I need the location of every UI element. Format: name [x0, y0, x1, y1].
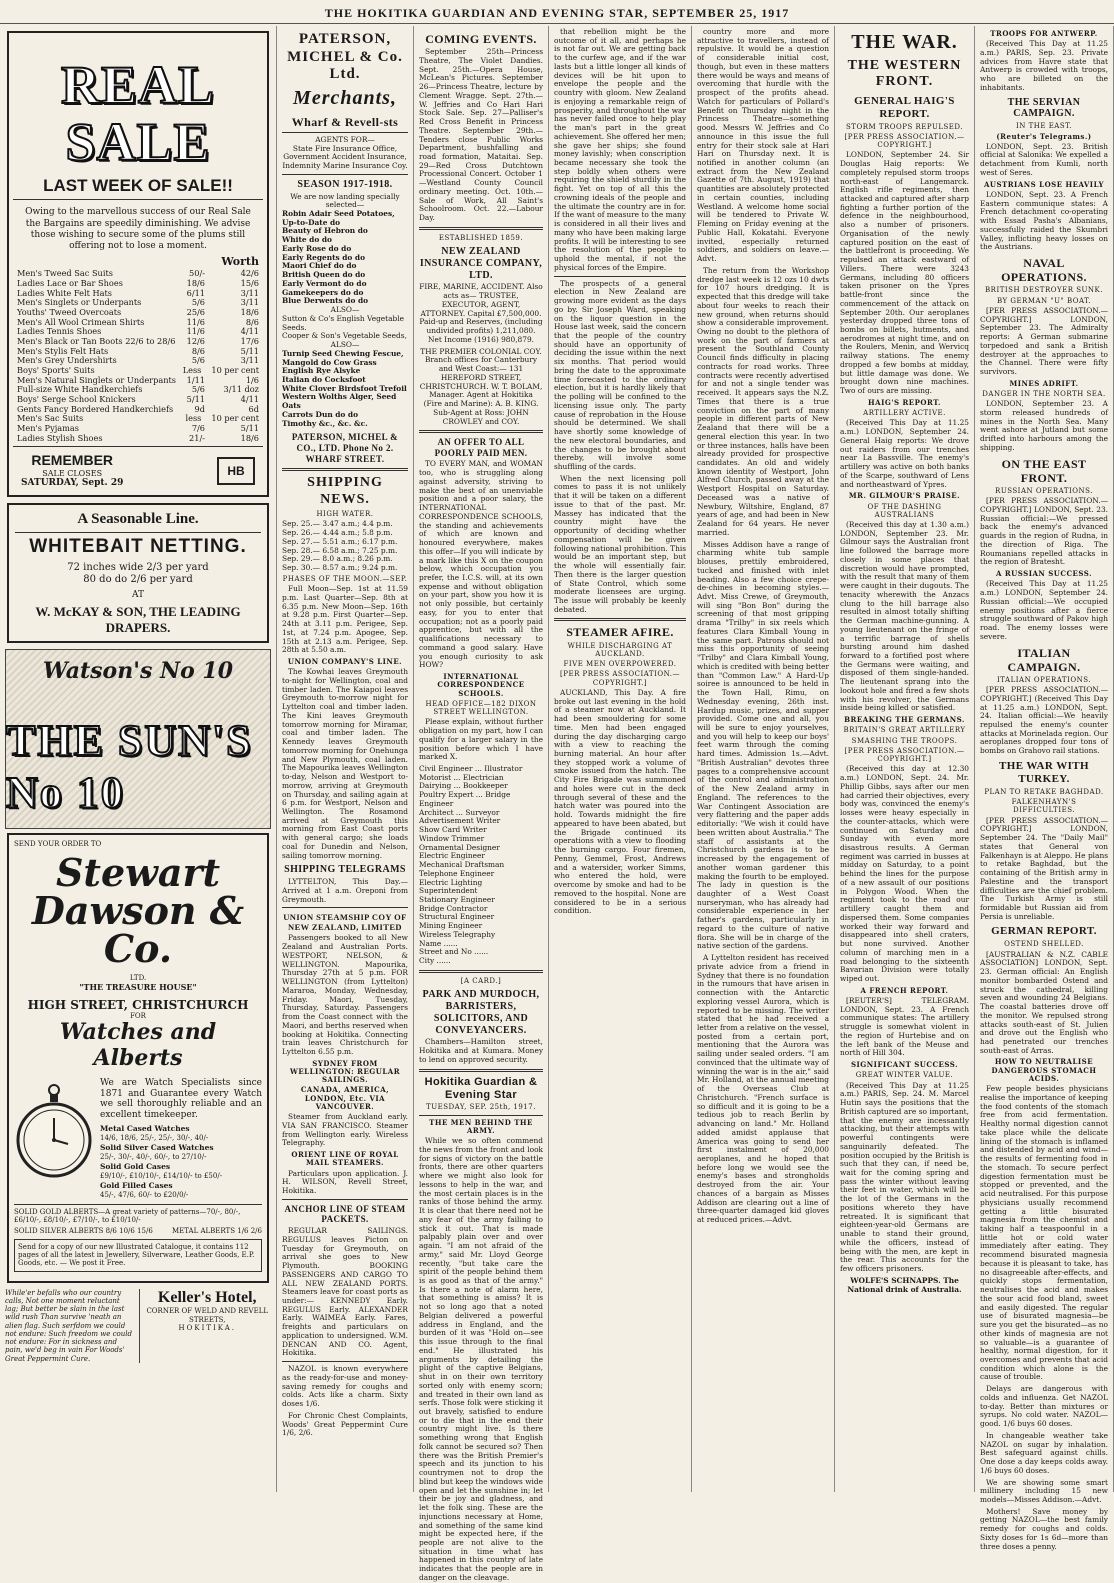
editorial-continued: that rebellion might be the outcome of it all, and perhaps he is not far out. We are getting back to the curfew age, and if the war lasts but a little longer all kinds of devices will be hit upon to envelope the people and the country with gloom. New Zealand is enjoying a remarkable reign of prosperity, and throughout the war has never failed once to help play the man's part in the great achievement. She offered her men; she gave her ships; she found money lavishly; when conscription became necessary she took the step boldly when others were requiring the shield sturdily in the fight. Yet on top of all this the crowning ideals of the people and the ultimate the country are in for. If the want of measure to the many is considered in all their lives and many who have been making large profits. It will be interesting to see the resolution of the people to uphold the mental, if not the physical forces of the Empire. — [554, 27, 686, 272]
occupation-item: Mechanical Draftsman — [419, 860, 505, 870]
sale-item-name: Youths' Tweed Overcoats — [17, 307, 122, 318]
anchor-line-text: REGULAR SAILINGS. REGULUS leaves Picton on Tuesday for Greymouth, on arrival she goes to New Plymouth. BOOKING PASSENGERS AND CARGO TO ALL NEW ZEALAND PORTS. Steamers leave for coast ports as under:— KENNEDY Early. REGULUS Early. ALEXANDER Early. WAIMEA Early. Fares, freights and particulars on application to undersigned. W.M. DENCAN AND CO. Agent, Hokitika. — [282, 1226, 408, 1358]
falkenhayn-sub: FALKENHAYN'S DIFFICULTIES. — [1011, 798, 1077, 815]
grass-seed-item: Italian do Cocksfoot — [282, 374, 366, 384]
mckay-ad — [7, 503, 269, 643]
paterson-merchants: Merchants, — [293, 87, 397, 110]
british-artillery-sub: BRITAIN'S GREAT ARTILLERY — [843, 726, 966, 735]
union-steamship-text: Passengers booked to all New Zealand and Australian Ports. WESTPORT, NELSON, & WELLINGTON. Mapourika, Thursday 27th at 5 p.m. FOR WELLINGTON (from Lyttelton) Mararoa, Monday, Wednesday, Friday. Maori, Tuesday, Thursday, Saturday. Passengers from the Coast connect with the Maori, and berths reserved when booking at Hokitika. Connecting train leaves Christchurch for Lyttelton 6.55 p.m. — [282, 933, 408, 1056]
catalogue-offer: Send for a copy of our new Illustrated Catalogue, it contains 112 pages of all the latest in Jewellery, Silverware, Leather Goods, E.P. Goods, etc. — We post it Free. — [14, 1239, 262, 1272]
destroyer-sub: BRITISH DESTROYER SUNK. — [985, 286, 1103, 295]
canada-route: CANADA, AMERICA, LONDON, Etc. VIA VANCOUVER. — [300, 1085, 390, 1111]
winter-value-sub: GREAT WINTER VALUE. — [855, 1071, 954, 1080]
french-report-text: [REUTER'S] TELEGRAM. LONDON, Sept. 23. A French communique states: The artillery struggle is somewhat violent in the region of Hurtebise and on the left bank of the Meuse and north of Hill 304. — [840, 996, 969, 1058]
anchor-line-title: ANCHOR LINE OF STEAM PACKETS. — [284, 1203, 406, 1225]
sale-item-now: 6d — [248, 403, 259, 414]
sale-item-was: 9d — [194, 403, 205, 414]
park-murdoch-text: Chambers—Hamilton street, Hokitika and at Kumara. Money to lend on approved security. — [419, 1037, 543, 1064]
sale-item-now: 18/6 — [240, 432, 259, 443]
season-label: SEASON 1917-1918. — [297, 178, 393, 190]
real-sale-logo: REAL SALE — [60, 55, 216, 172]
occupation-item: Structural Engineer — [419, 912, 495, 922]
danger-sub: DANGER IN THE NORTH SEA. — [982, 390, 1106, 399]
stewart-ltd: LTD. — [129, 974, 147, 983]
sale-item-name: Men's Sac Suits — [17, 413, 84, 424]
column-7 — [975, 26, 1114, 1551]
grass-seed-item: Mangold do Cow Grass — [282, 357, 377, 367]
steamer-sub: WHILE DISCHARGING AT AUCKLAND. — [567, 641, 673, 658]
stewart-logo: Stewart Dawson & Co. — [31, 850, 245, 972]
potato-item: Beauty of Hebron do — [282, 226, 368, 236]
moon-phases: Full Moon—Sep. 1st at 11.59 p.m. Last Quarter—Sep. 8th at 6.35 p.m. New Moon—Sep. 16th at 9.28 p.m. First Quarter—Sep. 24th at 3.11 p.m. Perigee, Sep. 1st, at 7.24 p.m. Apogee, Sep. 15th at 2.13 a.m. Perigee, Sep. 28th at 5.50 a.m. — [282, 584, 408, 655]
artillery-active-sub: ARTILLERY ACTIVE. — [863, 409, 946, 418]
occupation-item: City ...... — [419, 956, 451, 966]
keller-address: CORNER OF WELD AND REVELL STREETS, — [146, 1307, 269, 1324]
watch-price-label: Metal Cased Watches — [100, 1123, 190, 1133]
russian-success-text: (Received This Day at 11.25 a.m.) LONDON, September 24. Russian official:—We occupied enemy positions after a fierce struggle southward of Pakov high road. The enemy losses were severe. — [980, 579, 1108, 641]
stewart-blurb: We are Watch Specialists since 1871 and Guarantee every Watch we sell thoroughly reliable and an excellent timekeeper. — [100, 1078, 262, 1121]
gold-alberts: SOLID GOLD ALBERTS—A great variety of patterns—70/-, 80/-, £6/10/-, £8/10/-, £7/10/-, to £10/10/- — [14, 1208, 241, 1225]
established-label: ESTABLISHED 1859. — [438, 233, 524, 242]
card-label: [A CARD.] — [460, 976, 502, 985]
sale-item-was: 5/6 — [191, 355, 205, 366]
wolfe-schnapps-ad: WOLFE'S SCHNAPPS. The National drink of Australia. — [847, 1275, 962, 1294]
sale-item-now: 3/11 — [240, 355, 259, 366]
sale-item-now: 17/6 — [240, 336, 259, 347]
shipping-telegrams-title: SHIPPING TELEGRAMS — [284, 864, 406, 876]
occupation-list — [419, 765, 543, 966]
occupation-item: Wireless Telegraphy — [419, 929, 496, 939]
sale-item-now: 3/11 — [240, 297, 259, 308]
column-6 — [835, 26, 975, 1492]
sale-item-was: 5/6 — [191, 384, 205, 395]
watch-price-value: 14/6, 18/6, 25/-, 25/-, 30/-, 40/- — [100, 1133, 209, 1142]
sale-item-name: Men's Grey Undershirts — [17, 355, 117, 366]
occupation-item: Motorist ... Electrician — [419, 772, 504, 782]
orient-line: ORIENT LINE OF ROYAL MAIL STEAMERS. — [291, 1150, 399, 1168]
baghdad-sub: PLAN TO RETAKE BAGHDAD. — [984, 787, 1104, 796]
east-front-title: ON THE EAST FRONT. — [1001, 456, 1087, 485]
occupation-item: Window Trimmer — [419, 833, 485, 843]
sale-item-name: Men's Black or Tan Boots 22/6 to 28/6 — [17, 336, 176, 347]
naval-text: [PER PRESS ASSOCIATION.—COPYRIGHT.] LONDON, September 23. The Admiralty reports: A German submarine torpedoed and sank a British destroyer at the approaches to the Channel. There were fifty survivors. — [980, 305, 1108, 377]
masthead: THE HOKITIKA GUARDIAN AND EVENING STAR, SEPTEMBER 25, 1917 — [0, 0, 1114, 24]
silver-alberts: SOLID SILVER ALBERTS 8/6 10/6 15/6 — [14, 1226, 153, 1235]
tide-row: Sep. 26.— 4.44 a.m.; 5.8 p.m. — [282, 528, 393, 538]
winter-value-text: (Received This Day at 11.25 a.m.) PARIS, Sep. 24. M. Marcel Hutin says the positions that the British captured are so important, that the enemy are incessantly attacking, but their attempts with powerful contingents were sanguinarily defeated. The position occupied by the British is such that they can, if need be, wait for the coming spring and pass the winter without leaving their feet in water, which will be the lot of the Germans in the positions whereto they have retreated. It is significant that eighteen-year-old Germans are unable to stand their ground, while the officers, instead of being with the men, are kept in the rear. This accounts for the few officers prisoners. — [840, 1080, 969, 1274]
antwerp-text: (Received This Day at 11.25 a.m.) PARIS, Sep. 23. Private advices from Havre state that Antwerp is crowded with troops, who are billeted on the inhabitants. — [980, 39, 1108, 92]
column-5 — [692, 26, 835, 1492]
gilmour-title: MR. GILMOUR'S PRAISE. — [848, 491, 961, 501]
column-3 — [414, 26, 549, 1582]
also-label-2: ALSO— — [330, 340, 360, 350]
paterson-footer: PATERSON, MICHEL & CO., LTD. Phone No 2. WHARF STREET. — [291, 432, 399, 464]
sale-item-name: Men's Natural Singlets or Underpants — [17, 374, 176, 385]
sydney-sailings: SYDNEY FROM WELLINGTON: REGULAR SAILINGS. — [289, 1058, 401, 1085]
tide-row: Sep. 27.— 5.51 a.m.; 6.17 p.m. — [282, 536, 398, 546]
keller-town: HOKITIKA. — [178, 1323, 236, 1332]
mines-title: MINES ADRIFT. — [1009, 378, 1079, 388]
haig-report-text: LONDON, September 24. Sir Douglas Haig reports: We completely repulsed storm troops north-east of Langemarck. English rifle regiments, then attacked and captured after sharp fighting a further portion of the defence in the neighbourhood, also a number of prisoners. Organisation of the newly captured position on the east of the battlefront is proceeding. We repulsed an attack eastward of Villers. There were 3243 Germans, including 80 officers taken prisoner on the Ypres battle-front since the commencement of the attack on September 20th. Our aeroplanes yesterday dropped three tons of bombs on billets, hutments, and aerodromes at night time, and on the Roulers, Menin, and Wervicq railway stations. The enemy dropped a few bombs at midday, but little damage was done. We brought down nine machines. Two of ours are missing. — [840, 150, 969, 396]
sale-closes-date: SATURDAY, Sept. 29 — [21, 478, 124, 489]
sale-item-now: 10 per cent — [211, 365, 259, 376]
turkey-text: [PER PRESS ASSOCIATION.—COPYRIGHT.] LONDON, September 24. The "Daily Mail" states that General von Falkenhayn is at Aleppo. He plans to retake Baghdad, but the containing of the British army in Palestine and the transport difficulties are the chief problem. The Turkish Army is still formidable but Russian aid from Persia is unreliable. — [980, 815, 1108, 921]
press-association-2: [PER PRESS ASSOCIATION.—COPYRIGHT.] — [844, 746, 965, 764]
occupation-item: Poultry Expert ... Bridge Engineer — [419, 790, 511, 808]
offer-title: AN OFFER TO ALL POORLY PAID MEN. — [434, 437, 528, 458]
occupation-item: Mining Engineer — [419, 921, 483, 931]
grass-seed-item: Western Wolths Alger, Seed Oats — [282, 392, 397, 411]
high-water-label: HIGH WATER. — [316, 510, 374, 519]
artillery-text: (Received This Day at 11.25 a.m.) LONDON, September 24. General Haig reports: We drove out raiders from our trenches near La Bassville. The enemy's artillery was active on both banks of the Scarpe, southward of Lens and northeastward of Ypres. — [840, 418, 969, 489]
mckay-at: AT — [131, 589, 144, 600]
sale-intro: Owing to the marvellous success of our Real Sale the Bargains are speedily diminishing. We advise those wishing to secure some of the plums still offering not to lose a moment. — [25, 207, 251, 252]
artillery-2-text: (Received this day at 12.30 a.m.) LONDON, Sept. 24. Mr. Phillip Gibbs, says after our men had carried their objectives, every body was, convinced the enemy's losses were heavy especially in the counter-attacks, which were continued on Saturday and Sunday with even more disastrous results. A German regiment was carried in busses at midday on Saturday, to a point behind the lines for the purpose of a new assault of our positions in Polygon Wood. When the regiment took to the road our artillery caught them and dispersed them. Some companies worked their way forward and disappeared into shell craters, but none survived. Another column of marching men in a road belonging to the sixteenth Bavarian Division were totally wiped out. — [840, 764, 970, 984]
italian-campaign-title: ITALIAN CAMPAIGN. — [1007, 645, 1081, 674]
stewart-street: HIGH STREET, CHRISTCHURCH — [27, 997, 249, 1012]
sale-item-name: Ladies Stylish Shoes — [17, 432, 103, 443]
occupation-item: Name ...... — [419, 938, 458, 948]
sale-item-name: Men's All Wool Crimean Shirts — [17, 316, 145, 327]
watsons-tagline: THE SUN'S No 10 — [6, 716, 253, 817]
agencies-list: State Fire Insurance Office, Government Accident Insurance, Indemnity Marine Insurance Coy. — [282, 143, 408, 171]
serbian-text: LONDON, Sept. 23. British official at Salonika: We expelled a detachment from Kumli, north west of Seres. — [980, 141, 1108, 177]
occupation-item: Telephone Engineer — [419, 868, 495, 878]
stewart-dawson-ad — [7, 833, 269, 1283]
sale-item-now: 3/11 — [240, 287, 259, 298]
ics-coupon: Please explain, without further obligation on my part, how I can qualify for a larger salary in the position before which I have marked X. — [419, 717, 543, 762]
gilmour-text: (Received this day at 1.30 a.m.) LONDON, September 23. Mr. Gilmour says the Australian front line followed the barrage more closely in some places that discretion would have prompted, with the result that many of them were caught in their dugouts. The tenacity wherewith the Anzacs clung to the hill barrage also resulted in almost totally shifting the German machine-gunning. A young lieutenant on the fringe of a terrific barrage of shells bursting around him dashed forward to a fortified post where the Germans were waiting, and disposed of them single-handed. The lieutenant sprang into the lookout hole and fired a few shots with his revolver, the Germans inside being killed or satisfied. — [840, 520, 969, 713]
grass-seed-item: Timothy &c., &c. &c. — [282, 418, 368, 428]
general-news-4: A Lyttelton resident has received private advice from a friend in Sydney that there is no foundation in the rumours that have arisen in connection with the Antarctic exploring vessel Aurora, which is reported to be missing. The writer stated that he had received a letter from a relative on the vessel, posted from a certain port, mentioning that the Aurora was sailing under sealed orders. "I am convinced that the ultimate way of winning the war is in the air," said Mr. Holland, at the annual meeting of the Overseas Club at Christchurch. "French surface is so difficult and it is going to be a tedious job to reach Berlin by advancing on land." Mr. Holland added amidst applause that America was going to send her first instalment of 20,000 aeroplanes, and he hoped that before long we would see the enemy's bases and strongholds destroyed from the air. Your chances of a bargain as Misses Addison are clearing out a line of three-quarter damaged kid gloves at reduced prices.—Advt. — [697, 953, 829, 1225]
potato-item: Maori Chief do do — [282, 261, 357, 271]
shipping-telegrams-text: LYTTELTON, This Day.—Arrived at 1 a.m. Oreponi from Greymouth. — [282, 877, 408, 904]
sale-item-name: Ladies Tennis Shoes — [17, 326, 102, 337]
steamer-pa: [PER PRESS ASSOCIATION.—COPYRIGHT.] — [560, 670, 680, 687]
naval-operations-title: NAVAL OPERATIONS. — [1001, 256, 1087, 285]
serbian-campaign-title: THE SERVIAN CAMPAIGN. — [1007, 96, 1081, 120]
sale-item-was: 11/6 — [186, 316, 205, 327]
send-order-label: SEND YOUR ORDER TO — [14, 840, 102, 848]
russian-ops-sub: RUSSIAN OPERATIONS. — [995, 486, 1093, 495]
sale-item-was: 8/6 — [191, 345, 205, 356]
cooper-seeds: Cooper & Son's Vegetable Seeds, — [282, 331, 407, 341]
nazol-ad-1: Delays are dangerous with colds and influenza. Get NAZOL to-day. Better than mixtures or syrups. No cold water. NAZOL—good. 1/6 buys 60 doses. — [980, 1384, 1108, 1429]
treasure-house: "THE TREASURE HOUSE" — [79, 981, 197, 992]
war-turkey-title: THE WAR WITH TURKEY. — [999, 759, 1089, 785]
steamer-sub-2: FIVE MEN OVERPOWERED. — [563, 660, 677, 669]
ics-office: HEAD OFFICE—182 DIXON STREET WELLINGTON. — [425, 699, 537, 717]
stewart-for: FOR — [130, 1012, 146, 1021]
sale-item-name: Men's Tweed Sac Suits — [17, 268, 113, 279]
steamer-text: AUCKLAND, This Day. A fire broke out last evening in the hold of a steamer now at Auckland. It had been smouldering for some time. Men had been engaged during the day discharging cargo with a view to reaching the burning material. An hour after they stopped work a volume of smoke issued from the hatch. The City Fire Brigade was summoned and holes were cut in the deck through several of these and the hatch water was poured into the hold. Towards midnight the fire appeared to have been abated, but the Brigade continued its operations with a view to flooding the burning cargo. Four firemen, Penny, Gemmel, Frost, Andrews and a watersider, worker Simms, who entered the hold, were overcome by smoke and had to be removed to the hospital. None are considered to be in a serious condition. — [554, 687, 686, 916]
metal-alberts: METAL ALBERTS 1/6 2/6 — [171, 1226, 262, 1235]
keller-hotel-name: Keller's Hotel, — [157, 1288, 257, 1306]
hb-logo-icon: HB — [217, 457, 255, 485]
licensing-editorial-2: When the next licensing poll comes to pass it is not unlikely that it will be taken on a different issue to that of the past. Mr. Massey has indicated that the country might have the opportunity of deciding whether compensation will be given following national prohibition. This would be an important step, but the whole will essentially fair. Then there is the larger question of State Control, which some moderate licensees are urging. The issue will probably be keenly debated. — [554, 473, 686, 614]
watch-price-label: Solid Silver Cased Watches — [100, 1142, 214, 1152]
sale-item-now: 5/11 — [240, 345, 259, 356]
watsons-brand: Watson's No 10 — [42, 658, 234, 685]
western-front-title: THE WESTERN FRONT. — [847, 57, 962, 90]
mckay-firm: W. McKAY & SON, THE LEADING DRAPERS. — [35, 604, 241, 635]
mines-text: LONDON, September 23. A storm released hundreds of mines in the North Sea. Many went ashore at Jutland but some drifted into harbours among the shipping. — [980, 399, 1108, 452]
column-2 — [277, 26, 414, 1492]
shipping-news-title: SHIPPING NEWS. — [307, 475, 383, 507]
antwerp-title: TROOPS FOR ANTWERP. — [990, 29, 1098, 38]
german-report-title: GERMAN REPORT. — [991, 925, 1097, 938]
sale-item-name: Full-size White Handkerchiefs — [17, 384, 143, 395]
worth-label: Worth — [221, 255, 259, 269]
last-week-headline: LAST WEEK OF SALE!! — [43, 176, 233, 196]
paterson-name: PATERSON, MICHEL & Co. Ltd. — [287, 31, 403, 83]
sale-item-was: 5/6 — [191, 297, 205, 308]
canada-text: Steamer from Auckland early. VIA SAN FRANCISCO. Steamer from Wellington early. Wireless Telegraphy. — [282, 1112, 408, 1148]
haig-report-title: GENERAL HAIG'S REPORT. — [854, 94, 955, 120]
sale-item-was: less — [185, 413, 202, 424]
neutralise-text: Few people besides physicians realise the importance of keeping the food contents of the stomach free from acid fermentation. Healthy normal digestion cannot take place while the delicate lining of the stomach is inflamed and distended by acid and wind—the results of fermenting food in the stomach. To secure perfect digestion fermentation must be stopped or prevented, and the acid neutralised. For this purpose physicians usually recommend getting a little bisurated magnesia from the chemist and taking half a teaspoonful in a little hot or cold water immediately after eating. They recommend bisurated magnesia because it is pleasant to take, has no disagreeable after-effects, and quickly stops fermentation, neutralises the acid and makes the sour acid food bland, sweet and easily digested. The regular use of bisurated magnesia—be sure you get the bisurated—as no other kinds of magnesia are not so valuable—is a guarantee of healthy, normal digestion, for it overcomes and prevents that acid condition which alone is the cause of trouble. — [980, 1084, 1108, 1382]
mckay-title: A Seasonable Line. — [77, 511, 199, 528]
remember-label: REMEMBER — [31, 452, 114, 469]
sale-item-name: Ladies White Felt Hats — [17, 287, 112, 298]
sale-item-name: Men's Stylis Felt Hats — [17, 345, 109, 356]
sale-item-was: 18/6 — [186, 278, 205, 289]
mothers-nazol-ad: Mothers! Save money by getting NAZOL—the best family remedy for coughs and colds. Sixty doses for 1s 6d—more than three doses a penny. — [980, 1506, 1108, 1551]
sale-item-name: Men's Pyjamas — [17, 423, 79, 434]
sale-item-was: Less — [182, 365, 202, 376]
guardian-title: Hokitika Guardian & Evening Star — [424, 1075, 538, 1101]
occupation-item: Ornamental Designer — [419, 842, 500, 852]
guardian-date: TUESDAY, SEP. 25th, 1917. — [426, 1103, 536, 1112]
sale-item-now: 1/6 — [245, 374, 259, 385]
agents-label: AGENTS FOR— — [315, 134, 375, 144]
occupation-item: Civil Engineer ... Illustrator — [419, 764, 523, 773]
mckay-line1: 72 inches wide 2/3 per yard — [67, 562, 209, 574]
grass-seed-item: Turnip Seed Chewing Fescue, — [282, 348, 404, 358]
russian-text: [PER PRESS ASSOCIATION.—COPYRIGHT.] LONDON, Sept. 23. Russian official:—We pressed back the enemy's advanced guards in the region of Rudna, in the direction of Riga. The Roumanians repelled attacks in the region of Bratesht. — [980, 496, 1108, 567]
steamer-afire-title: STEAMER AFIRE. — [566, 625, 674, 640]
pocket-watch-icon — [14, 1082, 94, 1182]
sale-item-name: Boys' Sports' Suits — [17, 365, 95, 376]
sale-item-was: 7/6 — [191, 423, 205, 434]
sale-item-now: 3/11 doz — [223, 384, 259, 395]
reuter-label: (Reuter's Telegrams.) — [996, 131, 1092, 141]
sale-item-now: 8/6 — [245, 316, 259, 327]
peppermint-poem: While'er befalls who our country calls, Not one moment reluctant lag; But better be slain in the last wild rush Than survive 'neath an alien flag. Such serfdom we could not endure: Such freedom we could not endure: For in sickness and pain, we'd beg in vain For Woods' Great Peppermint Cure. — [5, 1288, 132, 1363]
tide-row: Sep. 25.— 3.47 a.m.; 4.4 p.m. — [282, 519, 393, 529]
occupation-item: Architect ... Surveyor — [419, 807, 500, 817]
seeds-intro: We are now landing specially selected— — [290, 191, 400, 210]
grass-seed-item: English Rye Alsyke — [282, 366, 361, 376]
occupation-item: Street and No ...... — [419, 947, 489, 957]
potato-item: Blue Derwents do do — [282, 296, 369, 306]
sale-item-was: 50/- — [189, 268, 205, 279]
potato-item: White do do — [282, 235, 332, 245]
in-east-sub: IN THE EAST. — [1015, 122, 1073, 131]
sale-item-row — [13, 434, 263, 444]
union-steamship-title: UNION STEAMSHIP COY OF NEW ZEALAND, LIMITED — [283, 912, 407, 933]
occupation-item: Electric Engineer — [419, 851, 485, 861]
mckay-product: WHITEBAIT NETTING. — [29, 535, 247, 557]
tides-list — [282, 520, 408, 572]
sale-item-now: 4/11 — [240, 394, 259, 405]
peppermint-ad: For Chronic Chest Complaints, Woods' Great Peppermint Cure 1/6, 2/6. — [282, 1410, 408, 1438]
potato-item: Early Regents do do — [282, 252, 365, 262]
sutton-seeds: Sutton & Co's English Vegetable Seeds. — [282, 313, 405, 332]
russian-success-title: A RUSSIAN SUCCESS. — [995, 569, 1093, 579]
watch-price-label: Solid Gold Cases — [100, 1161, 171, 1171]
general-news-2: The return from the Workshop dredge last week is 12 ozs 10 dwts for 107 hours dredging. It is expected that this dredge will take about four weeks to reach their new ground, when returns should show a considerable improvement. Owing no doubt to the plethora of work on the part of farmers at present the Southland County Council finds difficulty in placing contracts for road works. Three contracts were recently advertised for and not a single tender was received. It appears says the N.Z. Times that there is a true conviction on the part of many people in different parts of New Zealand that there will be a general election this year. In two or three instances, halls have been already provided for prospective candidates. An old and widely known identity of Westport, John Alfred Church, passed away at the Westport Hospital on Saturday. Deceased was a native of Newbury, Wiltshire, England, 87 years of age, and had been in New Zealand for 64 years. He never married. — [697, 265, 829, 537]
paterson-wharf: Wharf & Revell-sts — [291, 114, 399, 129]
occupation-item: Dairying ... Bookkeeper — [419, 781, 508, 791]
italian-text: [PER PRESS ASSOCIATION.—COPYRIGHT.] (Received This Day at 11.25 a.m.) LONDON, Sept. 24. Italian official:—We heavily repulsed the enemy's counter attacks at Morinelada region. Our aeroplanes dropped four tons of bombs on Grahovo rail stations. — [980, 685, 1108, 756]
sale-item-now: 5/11 — [240, 423, 259, 434]
watch-price-value: 45/-, 47/6, 60/- to £20/0/- — [100, 1190, 189, 1199]
neutralise-title: HOW TO NEUTRALISE DANGEROUS STOMACH ACIDS. — [991, 1057, 1097, 1083]
press-association-1: [PER PRESS ASSOCIATION.—COPYRIGHT.] — [844, 132, 965, 150]
sale-item-was: 5/11 — [186, 394, 205, 405]
potato-item: British Queen do do — [282, 270, 366, 280]
significant-success-title: SIGNIFICANT SUCCESS. — [850, 1060, 959, 1070]
sale-item-name: Men's Singlets or Underpants — [17, 297, 142, 308]
editorial-text: While we so often commend the news from the front and look for signs of victory on the battle fronts, there are other quarters where we might also look for lessons to help in the war, and the most certain places is in the ranks of those behind the army. It is clear that there need not be any fear of the army failing to stick it out. That is made palpably plain over and over again. "I am not afraid of the army," said Mr. Lloyd George recently, "but take care the spirit of the people behind them is as good as that of the army." Is there a note of alarm here, that something is amiss? It is not so long ago that a noted Belgian delivered a powerful address in England, and the burden of it was "Hold on—see this issue through to the final end." He illustrated his arguments by detailing the plight of the captive Belgians, shut in on their own territory sorted only with enemy scorn; and treated in their own land as serfs. Those folk were sticking it out bravely, satisfied to endure or to die that in the end their country might live. Is there something wrong that English folk cannot be secured so? Then there was the British Premier's speech and its junction to his countrymen not to drop the blind but keep the windows wide open and let the sunshine in; let their be joy and gladness, and let the folk sing. These are the injunctions necessary at Home, and something of the same kind might be expected here, if the people are not alive to the situation in time what has happened in this country of late indicates that the people are in danger on the cleavage. — [419, 1136, 543, 1582]
italian-ops-sub: ITALIAN OPERATIONS. — [997, 675, 1091, 684]
tide-row: Sep. 29.— 8.0 a.m.; 8.26 p.m. — [282, 554, 393, 564]
sale-item-was: 21/- — [189, 432, 205, 443]
millinery-ad: We are showing some smart millinery including 15 new models—Misses Addison.—Advt. — [980, 1477, 1108, 1504]
occupation-item: Electric Lighting Superintendent — [419, 877, 483, 896]
austrians-text: LONDON, Sept. 23. A French Eastern communique states: A French detachment co-operating with Essad Pasha's Albanians, successfully raided the Skumbri Valley, inflicting heavy losses on the Austrians. — [980, 189, 1108, 252]
general-news-3: Misses Addison have a range of charming white tub sample blouses, prettily embroidered, tucked and finished with inlet beading. Also a few choice crepe-de-chines in becoming styles.—Advt. Miss Crewe, of Greymouth, will sing "Bon Bon" during the screening of that most gripping drama "Trilby" in six reels which features Clara Kimball Young in the same part. Patrons should not miss this opportunity of seeing "Trilby" and Clara Kimball Young, which is credited with being better than "Common Law." A Hard-Up soiree is announced to be held in the Town Hall, Rimu, on Wednesday evening, 26th inst. Hardup music, prizes, and supper provided. Come one and all, you will be sure to enjoy yourselves, and you will help to keep our boys' feet warm through the coming hard times. Admission 1s.—Advt. "British Australian" devotes three pages to a comprehensive account of the control and administration of the New Zealand army in England. The references to the War Contingent Association are very flattering and the paper adds editorially: "We wish it could have been written about Australia." The staff of assistants at the Christchurch gardens is to be increased by the engagement of another woman gardener this making the fourth to be employed. The lady in question is the daughter of a West Coast nurseryman, who has already had considerable experience in her father's gardens, particularly in regard to the culture of native flora. She will be in charge of the native section of the gardens. — [697, 539, 829, 951]
sale-item-now: 10 per cent — [211, 413, 259, 424]
occupation-item: Stationary Engineer — [419, 895, 495, 905]
stewart-price-list — [100, 1125, 262, 1199]
french-report-title: A FRENCH REPORT. — [860, 985, 949, 995]
smashing-sub: SMASHING THE TROOPS. — [851, 736, 958, 745]
sale-item-was: 25/6 — [186, 307, 205, 318]
potato-list — [282, 210, 408, 306]
sale-item-now: 42/6 — [240, 268, 259, 279]
union-line-title: UNION COMPANY'S LINE. — [287, 657, 403, 667]
moon-title: PHASES OF THE MOON.—SEP. — [282, 574, 408, 583]
grass-seed-list — [282, 350, 408, 429]
editorial-title: THE MEN BEHIND THE ARMY. — [429, 1117, 533, 1135]
occupation-item: Advertisement Writer — [419, 816, 501, 826]
colonial-coy-text: THE PREMIER COLONIAL COY. Branch offices for Canterbury and West Coast:— 131 HEREFORD STREET, CHRISTCHURCH. W. T. BOLAM, Manager. Agent at Hokitika (Fire and Marine): A. B. KING. Sub-Agent at Ross: JOHN CROWLEY and COY. — [419, 346, 543, 426]
nz-insurance-title: NEW ZEALAND INSURANCE COMPANY, LTD. — [419, 246, 543, 281]
sale-item-was: 1/11 — [186, 374, 205, 385]
mckay-line2: 80 do do 2/6 per yard — [83, 573, 193, 585]
watch-price-label: Gold Filled Cases — [100, 1180, 173, 1190]
potato-item: Robin Adair Seed Potatoes, Up-to-Date do — [282, 209, 395, 227]
potato-item: Early Rose do do — [282, 243, 352, 253]
sale-item-name: Boys' Serge School Knickers — [17, 394, 136, 405]
real-sale-ad — [7, 31, 269, 497]
park-murdoch-title: PARK AND MURDOCH, BARRISTERS, SOLICITORS, AND CONVEYANCERS. — [422, 989, 540, 1036]
offer-text: TO EVERY MAN, and WOMAN too, who is struggling along against adversity, striving to make the best of an unenviable position and a poor salary, the INTERNATIONAL CORRESPONDENCE SCHOOLS, the standing and achievements of which are known and honoured everywhere, makes this offer—If you will indicate by a mark like this X on the coupon below, which occupation you prefer, the I.C.S. will, at its own expense and without obligation on your part, show you how it is not only possible, but certainly easy, for you to enter that occupation; not as a poorly paid apprentice, but with all the qualifications necessary to command a good salary. Have you enough curiosity to ask HOW? — [419, 459, 543, 670]
sale-closes: SALE CLOSES — [42, 469, 103, 478]
ostend-text: [AUSTRALIAN & N.Z. CABLE ASSOCIATION] LONDON, Sept. 23. German official: An English monitor bombarded Ostend and struck the cathedral, killing seven and wounding 24 Belgians. The coastal batteries drove off the monitor. We repulsed strong attacks south-east of St. Julien and drove out the English who had penetrated our trenches south-east of Arras. — [980, 949, 1108, 1055]
grass-seed-item: Carrots Dun do do — [282, 409, 359, 419]
sale-item-was: 11/6 — [186, 326, 205, 337]
column-4 — [549, 26, 692, 1492]
grass-seed-item: White Clover Birdsfoot Trefoil — [282, 383, 407, 393]
dashing-sub: OF THE DASHING AUSTRALIANS — [867, 502, 942, 519]
general-news-1: country more and more attractive to travellers, instead of repulsive. It would be a question of considerable initial cost, though, but even in these matters there would be ways and means of overcoming that hurdle with the prospect of the profits ahead. Watch for particulars of Pollard's Benefit on Thursday night in the Princess Theatre—something good. Messrs W. Jeffries and Co announce in this issue the full entry for their stock sale at Hari Hari on Thursday next. It is notified in another column (an extract from the New Zealand Gazette of 7th. August, 1919) that quantities are absolutely protected in certain counties, including Westland. A welcome home social will be tendered to Private W. Fleming on Friday evening at the Public Hall, Kokatahi. Everyone invited, especially returned soldiers, and soldiers on leave.—Advt. — [697, 27, 829, 264]
potato-item: Gamekeepers do do — [282, 287, 364, 297]
haig-report-2-title: HAIG'S REPORT. — [868, 397, 941, 407]
occupation-item: Show Card Writer — [419, 825, 487, 835]
breaking-germans-title: BREAKING THE GERMANS. — [844, 715, 965, 725]
ostend-sub: OSTEND SHELLED. — [1004, 940, 1084, 949]
licensing-editorial: The prospects of a general election in New Zealand are growing more evident as the days go by. Sir Joseph Ward, speaking on the liquor question in the House last week, said the concern that the people of the country should have an opportunity of deciding the issue within the next six months. That period would bring the date to the approximate time forecasted to the ordinary election, but it is hardly likely that the polling will be confined to the licensing issue only. The party cause of reprobation in the House should be determined. We shall have shortly some knowledge of the new electoral boundaries, and the changes to be brought about thereby, will involve some shuffling of the cards. — [554, 278, 686, 471]
orient-text: Particulars upon application. J. H. WILSON, Revell Street, Hokitika. — [282, 1168, 408, 1196]
nz-insurance-text: FIRE, MARINE, ACCIDENT. Also acts as— TRUSTEE, EXECUTOR, AGENT, ATTORNEY. Capital £7,500,000. Paid-up and Reserves, (including undivided profits) 1,211,080. Net Income (1916) 980,879. — [419, 282, 543, 344]
sale-item-name: Gents Fancy Bordered Handkerchiefs — [17, 403, 174, 414]
also-label-1: ALSO— — [330, 305, 360, 315]
occupation-item: Bridge Contractor — [419, 903, 488, 913]
sale-items-list — [13, 269, 263, 443]
watch-price-value: £9/10/-, £10/10/-, £14/10/- to £50/- — [100, 1171, 223, 1180]
union-line-text: The Kowhai leaves Greymouth to-night for Wellington, coal and timber laden. The Kaiapoi leaves Greymouth to-morrow night for Lyttelton coal and timber laden. The Kini leaves Greymouth tomorrow morning for Miramar, coal and timber laden. The Kennedy leaves Greymouth tomorrow morning for Onehunga and New Plymouth, coal laden. The Mapourika leaves Wellington to-day, Nelson and Westport to-morrow, arriving at Greymouth on Thursday, and sailing again at 6 p.m. for Westport, Nelson and Wellington. The Rosamond arrived at Greymouth this morning from East Coast ports with general cargo; she loads coal for Dunedin and Nelson, sailing tomorrow morning. — [282, 667, 408, 860]
stewart-product: Watches and Alberts — [59, 1019, 217, 1072]
watsons-ad — [5, 649, 271, 829]
storm-troops-sub: STORM TROOPS REPULSED. — [845, 122, 964, 131]
sale-item-now: 15/6 — [240, 278, 259, 289]
sale-item-was: 6/11 — [186, 287, 205, 298]
nazol-ad: NAZOL is known everywhere as the ready-for-use and money-saving remedy for coughs and colds. Acts like a charm. Sixty doses 1/6. — [282, 1364, 408, 1409]
u-boat-sub: BY GERMAN "U" BOAT. — [996, 296, 1092, 305]
tide-row: Sep. 30.— 8.57 a.m.; 9.24 p.m. — [282, 563, 398, 573]
coming-events-title: COMING EVENTS. — [425, 32, 537, 46]
sale-item-was: 12/6 — [186, 336, 205, 347]
nazol-ad-2: In changeable weather take NAZOL on sugar by inhalation. Best safeguard against chills. One dose a day keeps colds away. 1/6 buys 60 doses. — [980, 1430, 1108, 1475]
ics-title: INTERNATIONAL CORRESPONDENCE SCHOOLS. — [437, 672, 525, 698]
sale-item-name: Ladies Lace or Bar Shoes — [17, 278, 123, 289]
coming-events-list: September 25th—Princess Theatre, The Violet Dandies. Sept. 25th.—Opera House, McLean's Pictures. September 26—Princess Theatre, lecture by Clement Wragge. Sept. 27th.—W. Jeffries and Co Hari Hari Stock Sale. Sep. 27—Palliser's Red Cross Benefit in Princess Theatre. September 29th.—Tenders close Public Works Department, bushfalling and road formation, Mataitai. Sep. 29—Red Cross Dutchtown Processional Concert. October 1—Westland County Council ordinary meeting. Oct. 10th.—Sale of Work, All Saint's Schoolroom. Oct. 22.—Labour Day. — [419, 47, 543, 223]
austrians-title: AUSTRIANS LOSE HEAVILY — [983, 179, 1105, 189]
war-title: THE WAR. — [851, 31, 958, 53]
sale-item-now: 4/11 — [240, 326, 259, 337]
potato-item: Early Vermont do do — [282, 278, 367, 288]
column-1 — [0, 26, 277, 1492]
watch-price-value: 25/-, 30/-, 40/-, 60/-, to 27/10/- — [100, 1152, 207, 1161]
sale-item-now: 18/6 — [240, 307, 259, 318]
tide-row: Sep. 28.— 6.58 a.m.; 7.25 p.m. — [282, 545, 398, 555]
